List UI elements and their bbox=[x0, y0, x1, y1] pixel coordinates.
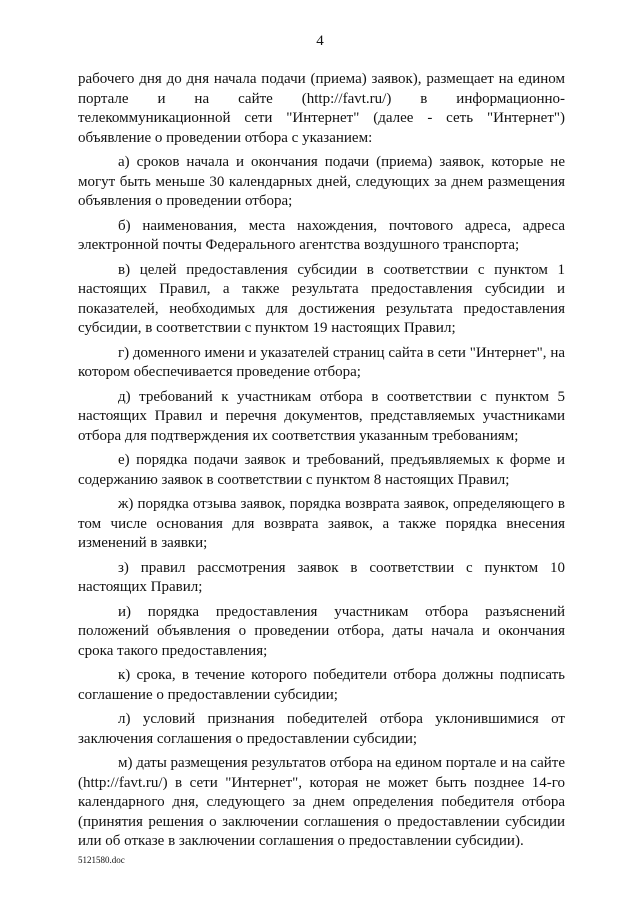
list-item-zh: ж) порядка отзыва заявок, порядка возврата заявок, определяющего в том числе основания для возврата заявок, а также порядка внесения изменений в заявки; bbox=[78, 496, 565, 551]
page-number: 4 bbox=[316, 33, 324, 49]
list-item-k: к) срока, в течение которого победители отбора должны подписать соглашение о предоставлении субсидии; bbox=[78, 667, 565, 703]
list-item-i: и) порядка предоставления участникам отбора разъяснений положений объявления о проведении отбора, даты начала и окончания срока такого предоставления; bbox=[78, 603, 565, 659]
list-item-z: з) правил рассмотрения заявок в соответствии с пунктом 10 настоящих Правил; bbox=[78, 559, 565, 595]
list-item-d: д) требований к участникам отбора в соответствии с пунктом 5 настоящих Правил и перечня документов, представляемых участниками отбора для подтверждения их соответствия указанным требованиям; bbox=[78, 388, 565, 444]
document-body bbox=[78, 70, 565, 857]
list-item-g: г) доменного имени и указателей страниц сайта в сети "Интернет", на котором обеспечивается проведение отбора; bbox=[78, 344, 565, 380]
intro-paragraph: рабочего дня до дня начала подачи (приема) заявок), размещает на едином портале и на сайте (http://favt.ru/) в информационно-телекоммуникационной сети "Интернет" (далее - сеть "Интернет") объявление о проведении отбора с указанием: bbox=[78, 71, 565, 146]
list-item-b: б) наименования, места нахождения, почтового адреса, адреса электронной почты Федерального агентства воздушного транспорта; bbox=[78, 217, 565, 253]
list-item-v: в) целей предоставления субсидии в соответствии с пунктом 1 настоящих Правил, а также результата предоставления субсидии и показателей, необходимых для достижения результата предоставления субсидии, в соответствии с пунктом 19 настоящих Правил; bbox=[78, 261, 565, 336]
list-item-e: е) порядка подачи заявок и требований, предъявляемых к форме и содержанию заявок в соответствии с пунктом 8 настоящих Правил; bbox=[78, 452, 565, 488]
document-code: 5121580.doc bbox=[78, 855, 125, 865]
list-item-m: м) даты размещения результатов отбора на едином портале и на сайте (http://favt.ru/) в сети "Интернет", которая не может быть позднее 14-го календарного дня, следующего за днем определения победителя отбора (принятия решения о заключении соглашения о предоставлении субсидии или об отказе в заключении соглашения о предоставлении субсидии). bbox=[78, 755, 565, 849]
list-item-a: а) сроков начала и окончания подачи (приема) заявок, которые не могут быть меньше 30 календарных дней, следующих за днем размещения объявления о проведении отбора; bbox=[78, 154, 565, 209]
list-item-l: л) условий признания победителей отбора уклонившимися от заключения соглашения о предоставлении субсидии; bbox=[78, 711, 565, 747]
